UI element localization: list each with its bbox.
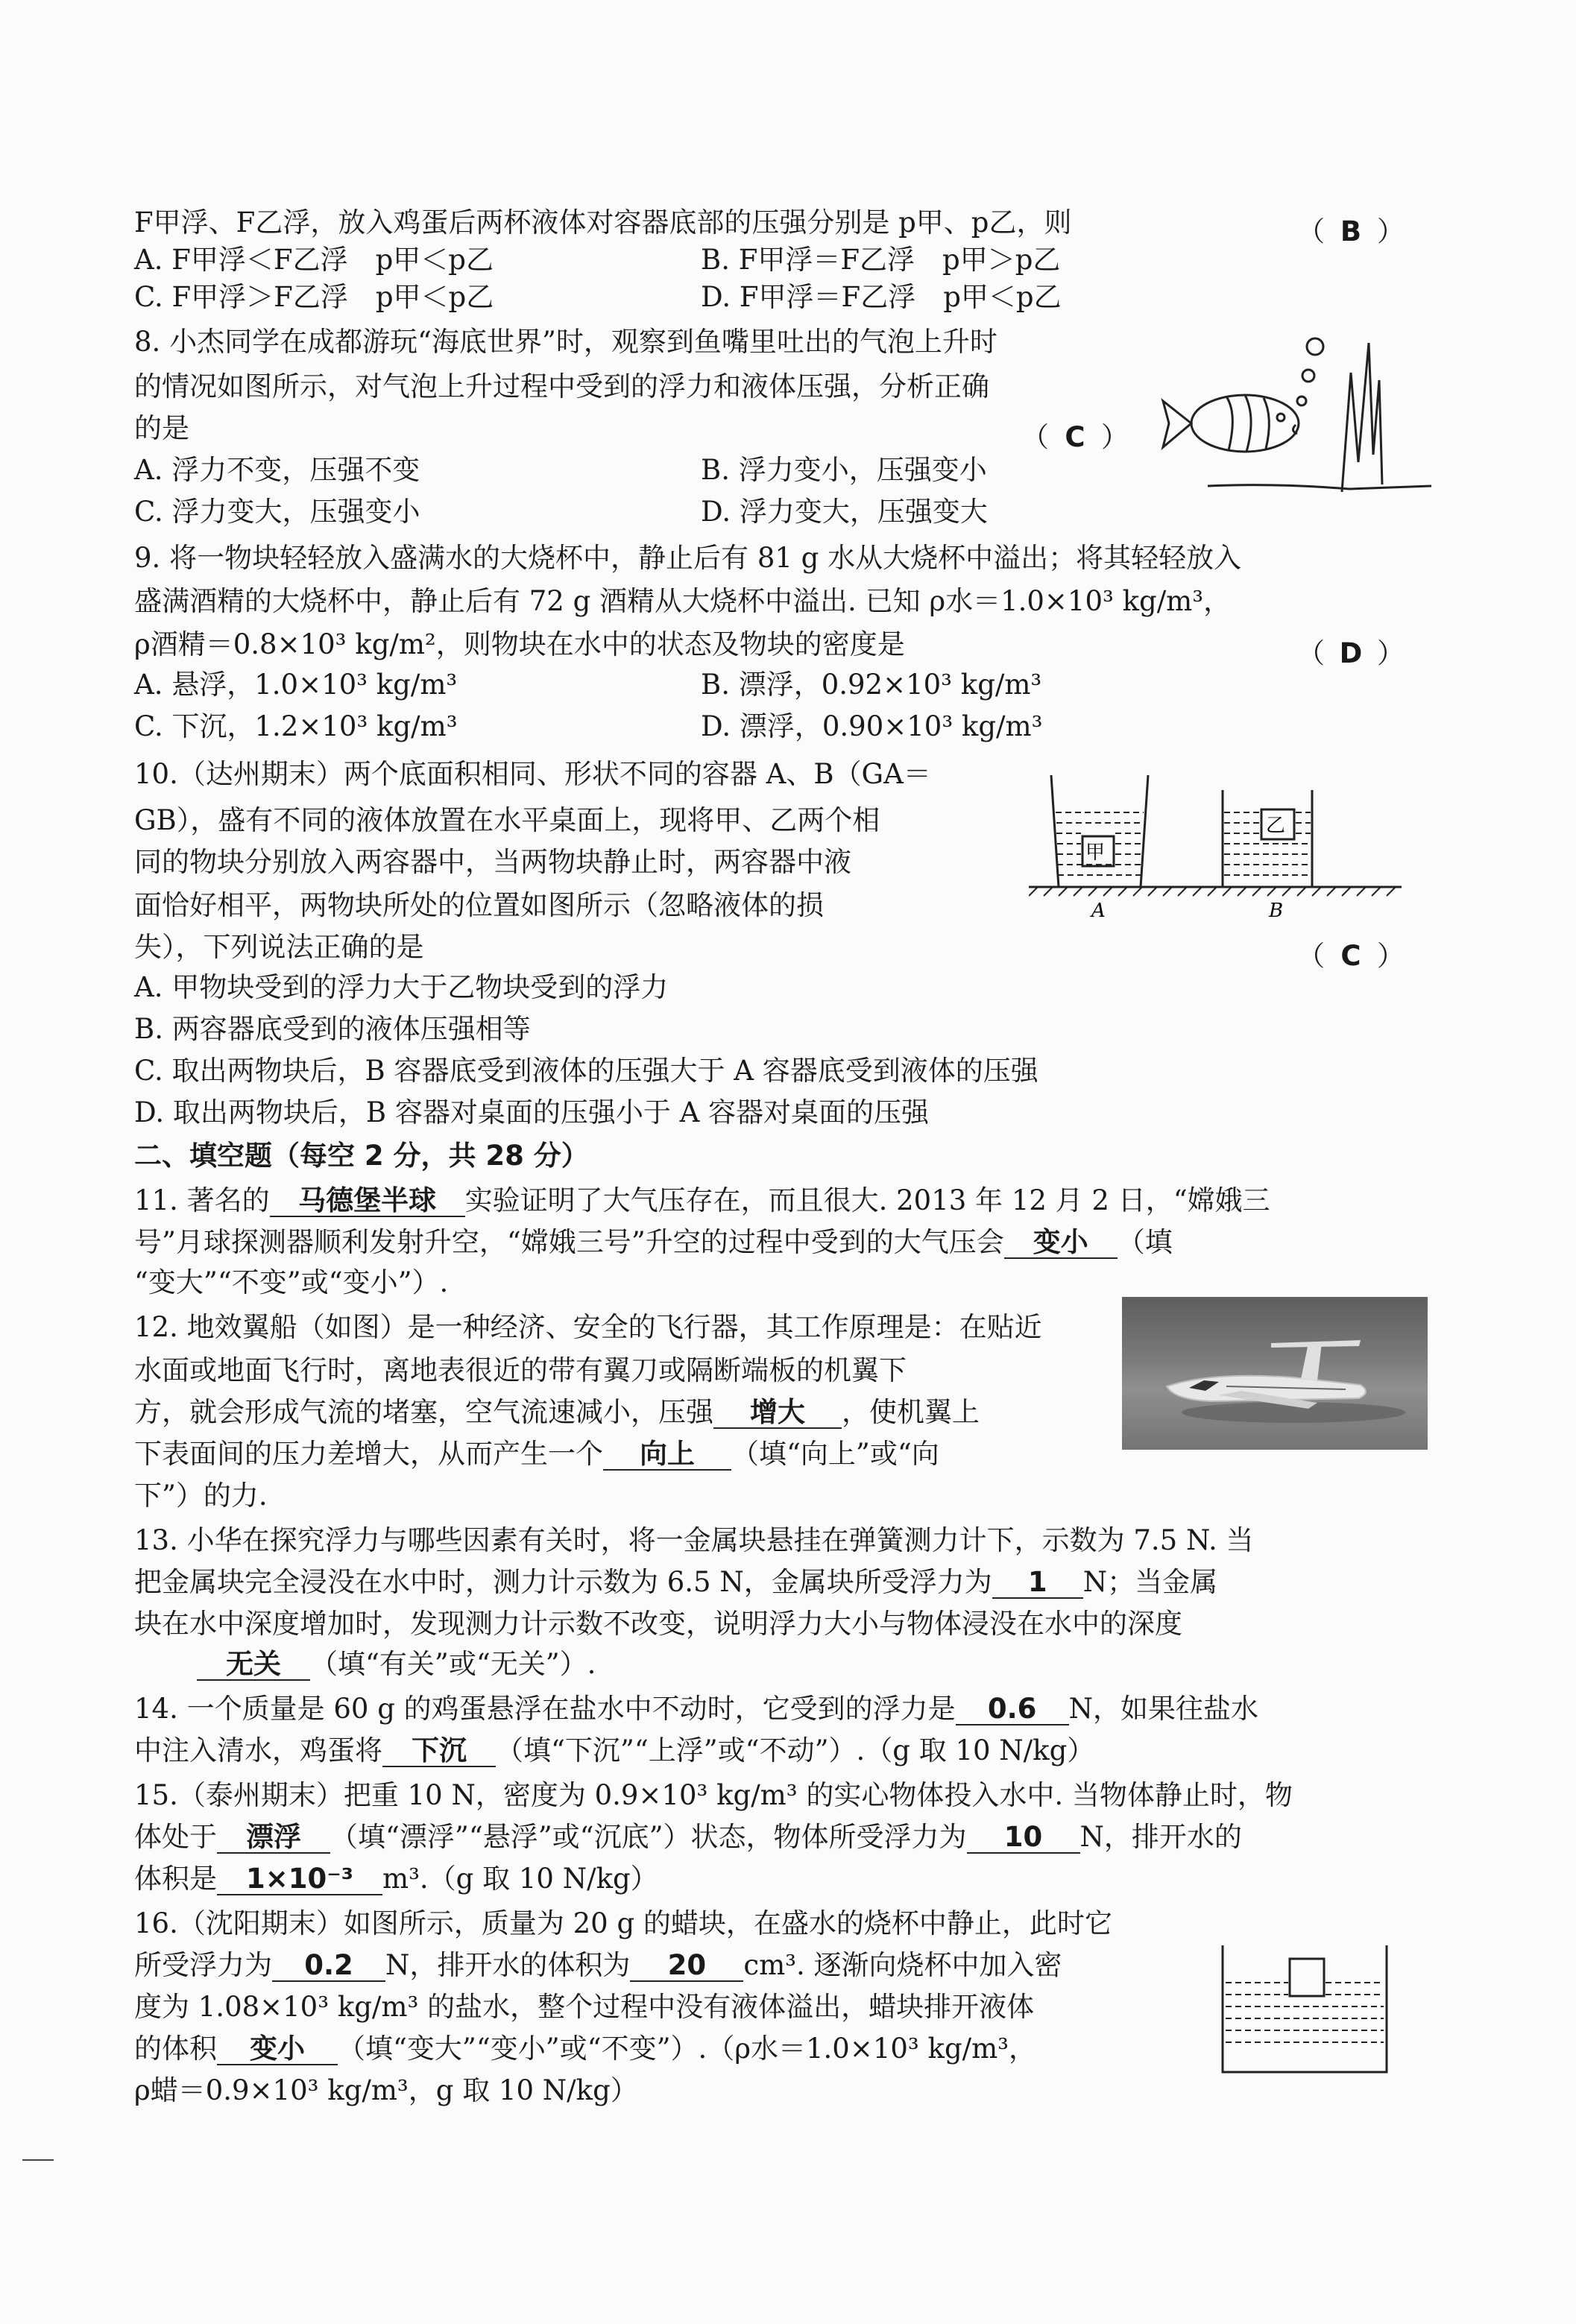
q9-stem-3: ρ酒精＝0.8×10³ kg/m²，则物块在水中的状态及物块的密度是 xyxy=(134,628,905,660)
q10-stem-4: 面恰好相平，两物块所处的位置如图所示（忽略液体的损 xyxy=(134,889,824,921)
q9-option-b: B. 漂浮，0.92×10³ kg/m³ xyxy=(701,669,1042,701)
q10-answer: （ C ） xyxy=(1297,940,1405,972)
q14-line-1: 14. 一个质量是 60 g 的鸡蛋悬浮在盐水中不动时，它受到的浮力是 0.6 N，如果往盐水 xyxy=(134,1693,1259,1725)
q16-blank-1: 0.2 xyxy=(272,1951,385,1982)
q7-stem: F甲浮、F乙浮，放入鸡蛋后两杯液体对容器底部的压强分别是 p甲、p乙，则 xyxy=(134,206,1072,239)
q14-blank-1: 0.6 xyxy=(956,1695,1069,1725)
q15-blank-2: 10 xyxy=(967,1823,1080,1854)
q10-option-d: D. 取出两物块后，B 容器对桌面的压强小于 A 容器对桌面的压强 xyxy=(134,1096,930,1128)
q13-blank-2: 无关 xyxy=(197,1650,310,1681)
q8-stem-1: 8. 小杰同学在成都游玩“海底世界”时，观察到鱼嘴里吐出的气泡上升时 xyxy=(134,326,997,358)
q16-line-3: 度为 1.08×10³ kg/m³ 的盐水，整个过程中没有液体溢出，蜡块排开液体 xyxy=(134,1991,1035,2023)
q7-option-b: B. F甲浮＝F乙浮 p甲＞p乙 xyxy=(701,244,1061,276)
q10-stem-3: 同的物块分别放入两容器中，当两物块静止时，两容器中液 xyxy=(134,846,851,878)
container-a-label: A xyxy=(1091,900,1106,922)
block-yi-label: 乙 xyxy=(1266,815,1286,837)
q13-blank-1: 1 xyxy=(992,1568,1083,1599)
q16-blank-3: 变小 xyxy=(217,2035,338,2065)
q11-blank-1: 马德堡半球 xyxy=(270,1187,465,1217)
q12-line-4: 下表面间的压力差增大，从而产生一个 向上 （填“向上”或“向 xyxy=(134,1438,939,1470)
q11-line-2: 号”月球探测器顺利发射升空，“嫦娥三号”升空的过程中受到的大气压会 变小 （填 xyxy=(134,1226,1173,1258)
q9-option-d: D. 漂浮，0.90×10³ kg/m³ xyxy=(701,710,1043,742)
q12-line-5: 下”）的力. xyxy=(134,1480,268,1512)
q10-option-c: C. 取出两物块后，B 容器底受到液体的压强大于 A 容器底受到液体的压强 xyxy=(134,1055,1038,1087)
q8-option-b: B. 浮力变小，压强变小 xyxy=(701,454,987,486)
q8-option-a: A. 浮力不变，压强不变 xyxy=(134,454,420,486)
q9-option-a: A. 悬浮，1.0×10³ kg/m³ xyxy=(134,669,458,701)
q8-answer: （ C ） xyxy=(1021,421,1129,453)
q13-line-3: 块在水中深度增加时，发现测力计示数不改变，说明浮力大小与物体浸没在水中的深度 xyxy=(134,1608,1182,1640)
q9-stem-2: 盛满酒精的大烧杯中，静止后有 72 g 酒精从大烧杯中溢出. 已知 ρ水＝1.0×10³ kg/m³， xyxy=(134,585,1232,617)
block-jia-label: 甲 xyxy=(1085,841,1106,864)
q15-line-2: 体处于 漂浮 （填“漂浮”“悬浮”或“沉底”）状态，物体所受浮力为 10 N，排开水的 xyxy=(134,1821,1242,1853)
q9-option-c: C. 下沉，1.2×10³ kg/m³ xyxy=(134,710,458,742)
q11-line-3: “变大”“不变”或“变小”）. xyxy=(134,1266,449,1298)
q11-line-1: 11. 著名的 马德堡半球 实验证明了大气压存在，而且很大. 2013 年 12 月 2 日，“嫦娥三 xyxy=(134,1184,1270,1216)
q12-line-3: 方，就会形成气流的堵塞，空气流速减小，压强 增大 ，使机翼上 xyxy=(134,1396,980,1428)
fish-bubble-figure xyxy=(1156,313,1439,507)
q14-blank-2: 下沉 xyxy=(382,1737,496,1767)
q10-option-a: A. 甲物块受到的浮力大于乙物块受到的浮力 xyxy=(134,971,669,1003)
wig-craft-photo xyxy=(1122,1297,1428,1450)
q15-line-1: 15.（泰州期末）把重 10 N，密度为 0.9×10³ kg/m³ 的实心物体投入水中. 当物体静止时，物 xyxy=(134,1779,1293,1811)
section-title: 二、填空题（每空 2 分，共 28 分） xyxy=(134,1140,589,1172)
q11-blank-2: 变小 xyxy=(1004,1228,1118,1259)
q12-blank-1: 增大 xyxy=(713,1398,842,1429)
q15-line-3: 体积是 1×10⁻³ m³.（g 取 10 N/kg） xyxy=(134,1863,658,1895)
q13-line-1: 13. 小华在探究浮力与哪些因素有关时，将一金属块悬挂在弹簧测力计下，示数为 7.5 N. 当 xyxy=(134,1524,1254,1556)
q16-line-1: 16.（沈阳期末）如图所示，质量为 20 g 的蜡块，在盛水的烧杯中静止，此时它 xyxy=(134,1907,1112,1939)
q13-line-4: 无关 （填“有关”或“无关”）. xyxy=(197,1650,596,1681)
q15-blank-3: 1×10⁻³ xyxy=(217,1865,382,1895)
footer-rule xyxy=(22,2159,54,2161)
q10-option-b: B. 两容器底受到的液体压强相等 xyxy=(134,1013,531,1045)
q7-option-a: A. F甲浮＜F乙浮 p甲＜p乙 xyxy=(134,244,494,276)
q12-line-1: 12. 地效翼船（如图）是一种经济、安全的飞行器，其工作原理是：在贴近 xyxy=(134,1311,1042,1343)
q12-line-2: 水面或地面飞行时，离地表很近的带有翼刀或隔断端板的机翼下 xyxy=(134,1354,907,1386)
q9-answer: （ D ） xyxy=(1297,637,1405,669)
beaker-figure xyxy=(1215,1938,1402,2087)
q10-stem-5: 失），下列说法正确的是 xyxy=(134,931,424,963)
q13-line-2: 把金属块完全浸没在水中时，测力计示数为 6.5 N，金属块所受浮力为 1 N；当金属 xyxy=(134,1566,1218,1598)
q7-option-d: D. F甲浮＝F乙浮 p甲＜p乙 xyxy=(701,281,1062,313)
container-b-label: B xyxy=(1269,900,1284,922)
q9-stem-1: 9. 将一物块轻轻放入盛满水的大烧杯中，静止后有 81 g 水从大烧杯中溢出；将其轻轻放入 xyxy=(134,542,1242,574)
q16-line-5: ρ蜡＝0.9×10³ kg/m³，g 取 10 N/kg） xyxy=(134,2074,638,2106)
q14-line-2: 中注入清水，鸡蛋将 下沉 （填“下沉”“上浮”或“不动”）.（g 取 10 N/kg） xyxy=(134,1734,1095,1766)
containers-figure xyxy=(1029,768,1424,932)
q16-line-2: 所受浮力为 0.2 N，排开水的体积为 20 cm³. 逐渐向烧杯中加入密 xyxy=(134,1949,1062,1981)
q8-stem-2: 的情况如图所示，对气泡上升过程中受到的浮力和液体压强，分析正确 xyxy=(134,370,989,402)
q16-blank-2: 20 xyxy=(630,1951,743,1982)
q15-blank-1: 漂浮 xyxy=(217,1823,330,1854)
q8-option-d: D. 浮力变大，压强变大 xyxy=(701,496,988,528)
q7-option-c: C. F甲浮＞F乙浮 p甲＜p乙 xyxy=(134,281,494,313)
q7-answer: （ B ） xyxy=(1297,215,1405,247)
q16-line-4: 的体积 变小 （填“变大”“变小”或“不变”）.（ρ水＝1.0×10³ kg/m³， xyxy=(134,2033,1037,2065)
q8-option-c: C. 浮力变大，压强变小 xyxy=(134,496,420,528)
q8-stem-3: 的是 xyxy=(134,412,189,444)
q10-stem-2: GB），盛有不同的液体放置在水平桌面上，现将甲、乙两个相 xyxy=(134,804,880,836)
q12-blank-2: 向上 xyxy=(603,1440,731,1471)
q10-stem-1: 10.（达州期末）两个底面积相同、形状不同的容器 A、B（GA＝ xyxy=(134,758,931,790)
